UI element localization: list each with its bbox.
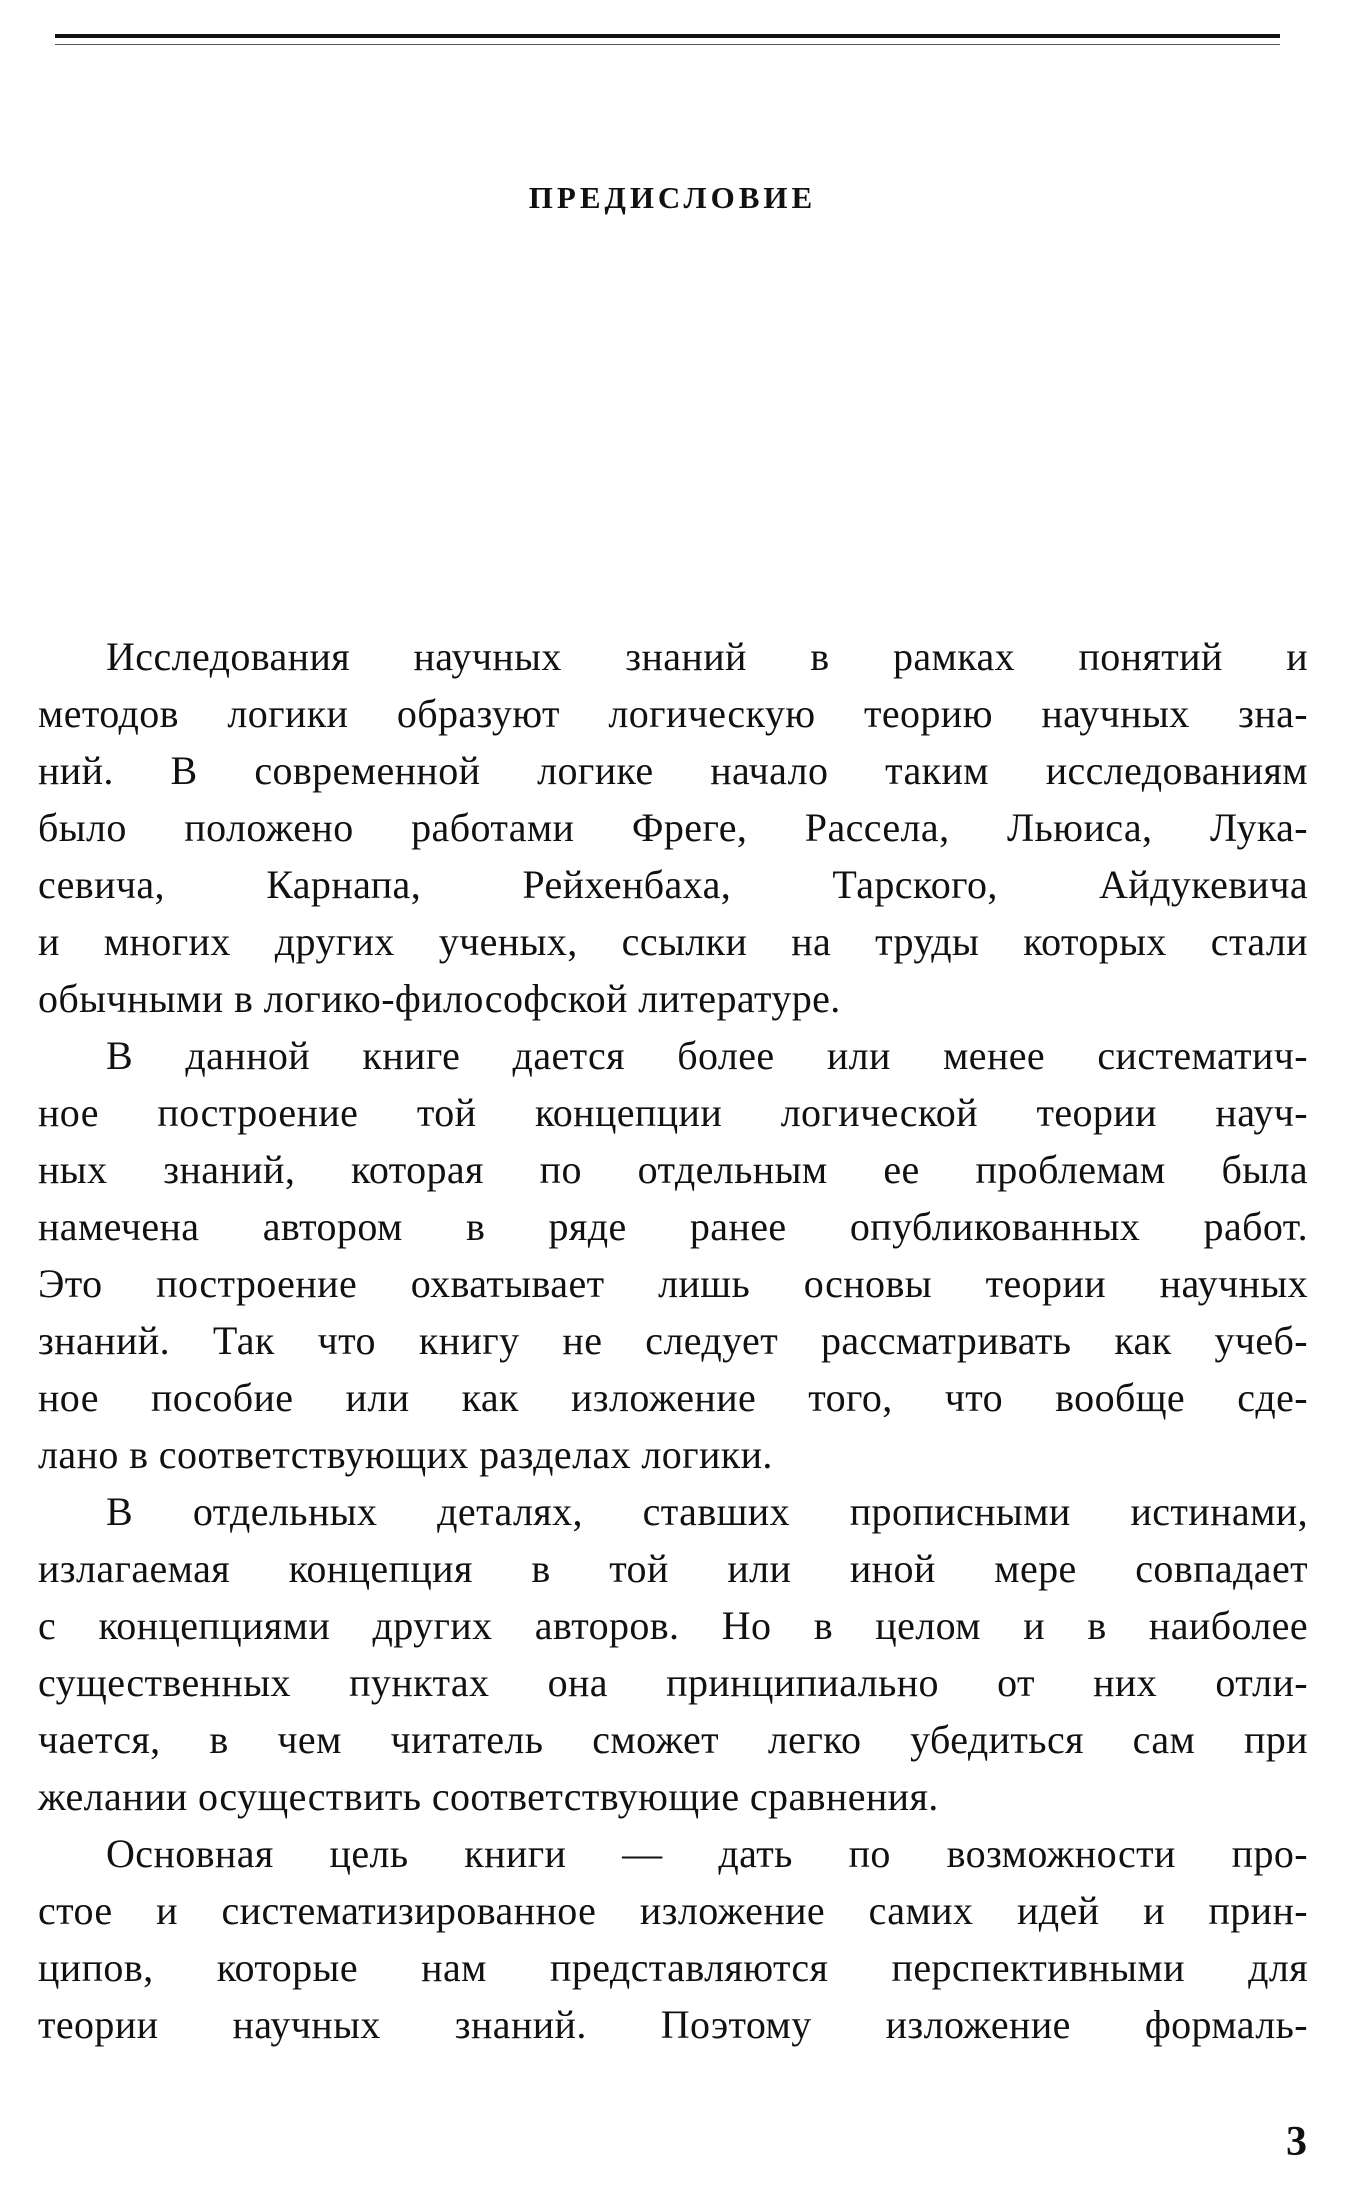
paragraph-2-line: намечена автором в ряде ранее опубликованных работ. xyxy=(38,1204,1308,1249)
paragraph-1-line: Исследования научных знаний в рамках понятий и xyxy=(106,634,1308,679)
paragraph-4-line: теории научных знаний. Поэтому изложение формаль- xyxy=(38,2002,1308,2047)
paragraph-1-line: ний. В современной логике начало таким исследованиям xyxy=(38,748,1308,793)
page-heading: ПРЕДИСЛОВИЕ xyxy=(528,180,817,215)
paragraph-3-line: существенных пунктах она принципиально от них отли- xyxy=(38,1660,1308,1705)
top-rule xyxy=(55,34,1280,38)
paragraph-4-line: Основная цель книги — дать по возможности про- xyxy=(106,1831,1308,1876)
body-text xyxy=(38,628,1308,2053)
paragraph-2-line: лано в соответствующих разделах логики. xyxy=(38,1432,773,1477)
paragraph-2-line: Это построение охватывает лишь основы теории научных xyxy=(38,1261,1308,1306)
paragraph-2-line: В данной книге дается более или менее систематич- xyxy=(106,1033,1308,1078)
top-rule-thin xyxy=(55,44,1280,45)
paragraph-3-line: желании осуществить соответствующие сравнения. xyxy=(38,1774,939,1819)
paragraph-1-line: было положено работами Фреге, Рассела, Льюиса, Лука- xyxy=(38,805,1308,850)
paragraph-1-line: и многих других ученых, ссылки на труды которых стали xyxy=(38,919,1308,964)
paragraph-1-line: обычными в логико-философской литературе. xyxy=(38,976,841,1021)
paragraph-2-line: ное пособие или как изложение того, что вообще сде- xyxy=(38,1375,1308,1420)
paragraph-2-line: ных знаний, которая по отдельным ее проблемам была xyxy=(38,1147,1308,1192)
page-number: 3 xyxy=(1286,2119,1307,2165)
paragraph-3-line: с концепциями других авторов. Но в целом и в наиболее xyxy=(38,1603,1308,1648)
paragraph-3-line: В отдельных деталях, ставших прописными истинами, xyxy=(106,1489,1308,1534)
paragraph-4-line: стое и систематизированное изложение самих идей и прин- xyxy=(38,1888,1308,1933)
paragraph-2-line: ное построение той концепции логической теории науч- xyxy=(38,1090,1308,1135)
paragraph-1-line: методов логики образуют логическую теорию научных зна- xyxy=(38,691,1308,736)
paragraph-3-line: чается, в чем читатель сможет легко убедиться сам при xyxy=(38,1717,1308,1762)
paragraph-4-line: ципов, которые нам представляются перспективными для xyxy=(38,1945,1308,1990)
paragraph-2-line: знаний. Так что книгу не следует рассматривать как учеб- xyxy=(38,1318,1308,1363)
paragraph-1-line: севича, Карнапа, Рейхенбаха, Тарского, Айдукевича xyxy=(38,862,1308,907)
paragraph-3-line: излагаемая концепция в той или иной мере совпадает xyxy=(38,1546,1308,1591)
